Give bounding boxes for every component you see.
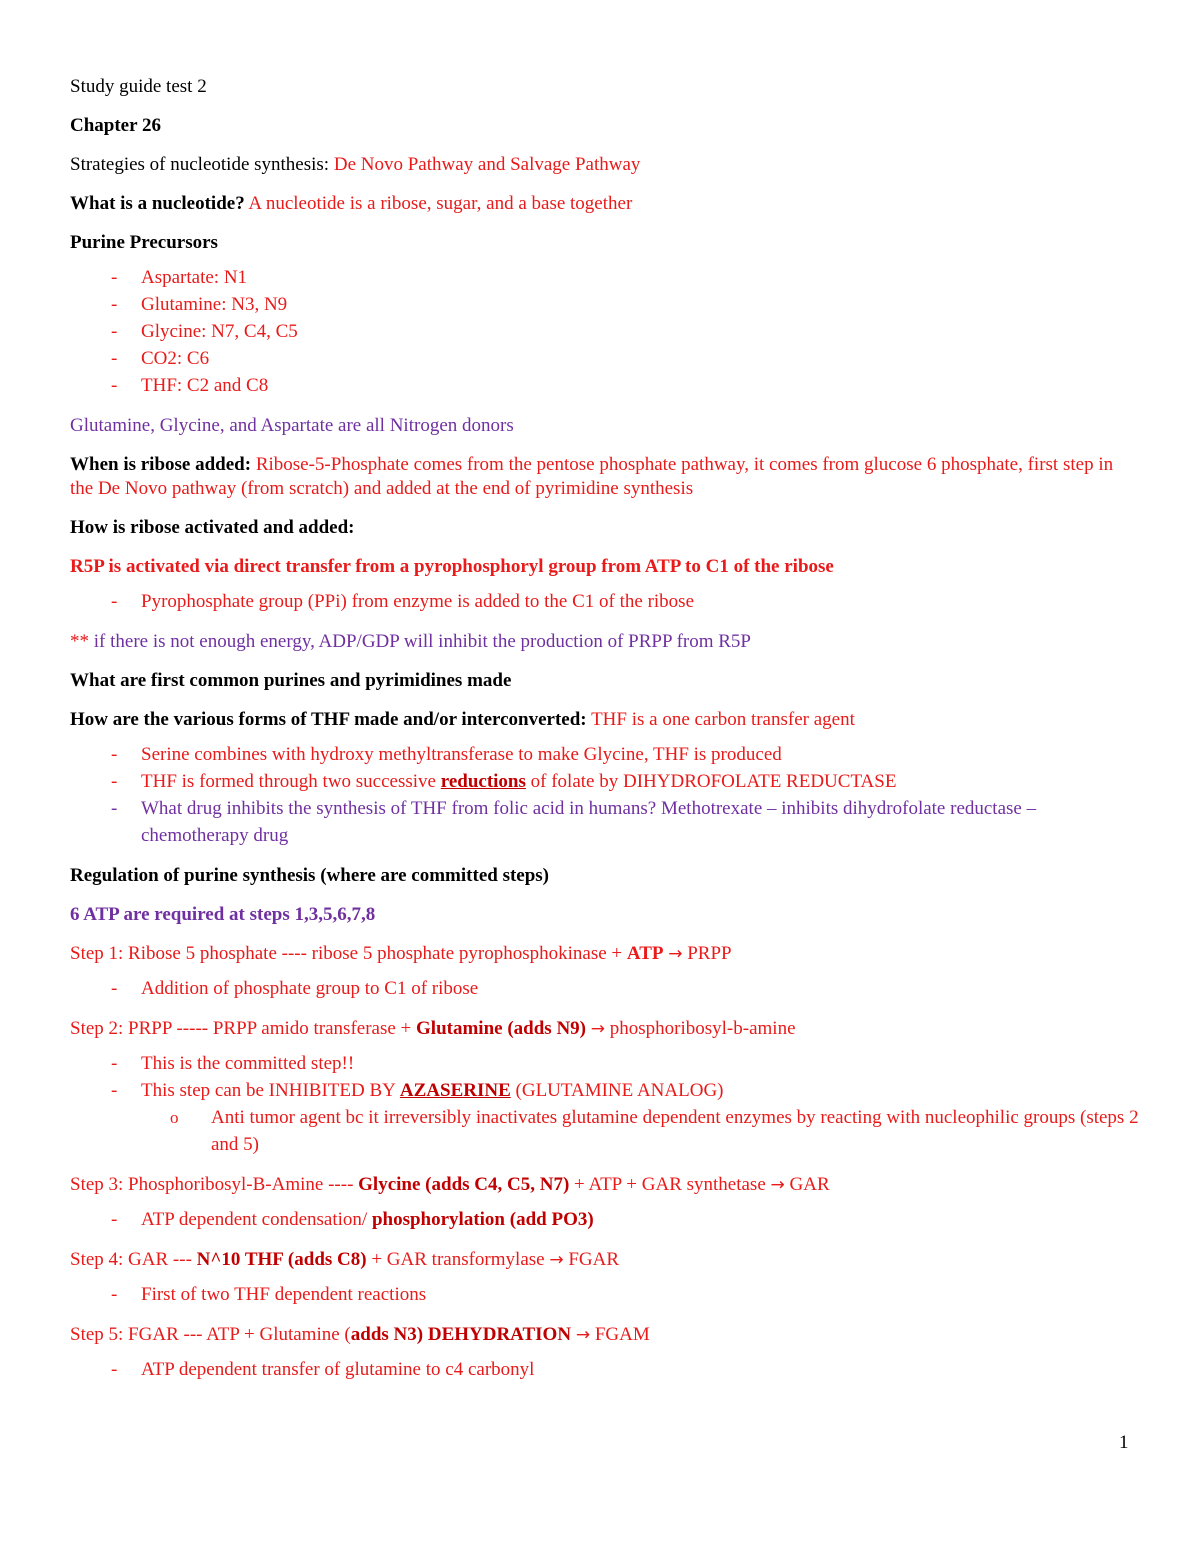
dash-bullet: - — [111, 591, 118, 612]
list-item-text: CO2: C6 — [141, 348, 210, 369]
step-1-product: PRPP — [687, 943, 732, 964]
list-item — [70, 372, 1140, 399]
list-item — [70, 291, 1140, 318]
right-arrow-icon: → — [668, 944, 683, 964]
circle-bullet-icon: o — [170, 1108, 179, 1127]
nucleotide-answer: A nucleotide is a ribose, sugar, and a base together — [248, 193, 633, 214]
dash-bullet: - — [111, 1053, 118, 1074]
list-item-text: THF: C2 and C8 — [141, 375, 269, 396]
list-item — [70, 741, 1140, 768]
thf-line — [70, 708, 1140, 732]
ribose-added-para — [70, 453, 1140, 501]
list-item — [70, 1206, 1140, 1233]
list-item-text: THF is formed through two successive — [141, 771, 436, 792]
ribose-activated-list — [70, 588, 1140, 615]
list-item — [70, 795, 1140, 849]
azaserine-emphasis: AZASERINE — [399, 1080, 511, 1101]
list-item-text: Pyrophosphate group (PPi) from enzyme is added to the C1 of the ribose — [141, 591, 695, 612]
dash-bullet: - — [111, 978, 118, 999]
page-number: 1 — [1119, 1432, 1129, 1453]
step-2-sublist — [141, 1104, 1140, 1158]
first-common-question: What are first common purines and pyrimidines made — [70, 670, 512, 691]
step-1-line — [70, 942, 1140, 966]
step-3-enzyme: + ATP + GAR synthetase — [574, 1174, 766, 1195]
step-1-list — [70, 975, 1140, 1002]
list-item — [70, 1077, 1140, 1158]
right-arrow-icon: → — [590, 1019, 605, 1039]
step-1-text: Step 1: Ribose 5 phosphate ---- ribose 5 phosphate pyrophosphokinase + — [70, 943, 623, 964]
strategies-line — [70, 153, 1140, 177]
step-5-list — [70, 1356, 1140, 1383]
chapter-heading: Chapter 26 — [70, 115, 161, 136]
list-item-text: (GLUTAMINE ANALOG) — [515, 1080, 724, 1101]
right-arrow-icon: → — [575, 1325, 591, 1345]
phosphorylation-emphasis: phosphorylation (add PO3) — [371, 1209, 594, 1230]
step-4-text: Step 4: GAR --- — [70, 1249, 192, 1270]
dash-bullet: - — [111, 267, 118, 288]
dash-bullet: - — [111, 294, 118, 315]
thf-list — [70, 741, 1140, 849]
nucleotide-question: What is a nucleotide? — [70, 193, 245, 214]
step-4-emphasis: N^10 THF (adds C8) — [196, 1249, 367, 1270]
step-4-product: FGAR — [568, 1249, 620, 1270]
regulation-question: Regulation of purine synthesis (where are committed steps) — [70, 865, 550, 886]
list-item — [70, 1050, 1140, 1077]
dash-bullet: - — [111, 1080, 118, 1101]
doc-title: Study guide test 2 — [70, 76, 207, 97]
list-item-text: ATP dependent condensation/ — [141, 1209, 368, 1230]
step-2-text: Step 2: PRPP ----- PRPP amido transferase + — [70, 1018, 412, 1039]
dash-bullet: - — [111, 771, 118, 792]
list-item — [70, 975, 1140, 1002]
thf-question: How are the various forms of THF made and/or interconverted: — [70, 709, 587, 730]
list-item-text: What drug inhibits the synthesis of THF from folic acid in humans? Methotrexate – inhibits dihydrofolate reductase – chemotherapy drug — [141, 798, 1037, 846]
thf-answer: THF is a one carbon transfer agent — [591, 709, 855, 730]
step-5-text: Step 5: FGAR --- ATP + Glutamine ( — [70, 1324, 351, 1345]
dash-bullet: - — [111, 321, 118, 342]
step-3-text: Step 3: Phosphoribosyl-B-Amine ---- — [70, 1174, 354, 1195]
list-item — [70, 318, 1140, 345]
purine-precursors-heading: Purine Precursors — [70, 232, 218, 253]
reductions-emphasis: reductions — [440, 771, 526, 792]
energy-note-text: if there is not enough energy, ADP/GDP will inhibit the production of PRPP from R5P — [93, 631, 751, 652]
step-4-list — [70, 1281, 1140, 1308]
list-item — [70, 768, 1140, 795]
dash-bullet: - — [111, 1359, 118, 1380]
dash-bullet: - — [111, 375, 118, 396]
step-3-product: GAR — [789, 1174, 830, 1195]
step-3-list — [70, 1206, 1140, 1233]
step-5-product: FGAM — [594, 1324, 650, 1345]
nucleotide-line — [70, 192, 1140, 216]
note-stars: ** — [70, 631, 89, 652]
step-4-line — [70, 1248, 1140, 1272]
list-item-text: This step can be INHIBITED BY — [141, 1080, 396, 1101]
right-arrow-icon: → — [770, 1175, 785, 1195]
nitrogen-donors-note: Glutamine, Glycine, and Aspartate are all Nitrogen donors — [70, 415, 514, 436]
sub-list-item — [70, 1104, 1140, 1158]
step-2-list — [70, 1050, 1140, 1158]
list-item-text: Addition of phosphate group to C1 of ribose — [141, 978, 479, 999]
strategies-label: Strategies of nucleotide synthesis: — [70, 154, 330, 175]
list-item — [70, 1356, 1140, 1383]
dash-bullet: - — [111, 744, 118, 765]
ribose-added-answer: Ribose-5-Phosphate comes from the pentose phosphate pathway, it comes from glucose 6 phosphate, first step in the De Novo pathway (from scratch) and added at the end of pyrimidine synthesis — [70, 454, 1114, 499]
list-item — [70, 345, 1140, 372]
ribose-activated-answer: R5P is activated via direct transfer from a pyrophosphoryl group from ATP to C1 of the ribose — [70, 556, 834, 577]
dash-bullet: - — [111, 1209, 118, 1230]
list-item-text: Glutamine: N3, N9 — [141, 294, 288, 315]
strategies-answer: De Novo Pathway and Salvage Pathway — [333, 154, 641, 175]
list-item — [70, 264, 1140, 291]
sub-list-item-text: Anti tumor agent bc it irreversibly inactivates glutamine dependent enzymes by reacting with nucleophilic groups (steps 2 and 5) — [211, 1107, 1139, 1155]
ribose-activated-question: How is ribose activated and added: — [70, 517, 355, 538]
document-page — [70, 70, 1140, 1383]
step-3-emphasis: Glycine (adds C4, C5, N7) — [358, 1174, 570, 1195]
list-item-text: ATP dependent transfer of glutamine to c4 carbonyl — [141, 1359, 535, 1380]
list-item-text: Glycine: N7, C4, C5 — [141, 321, 298, 342]
step-2-product: phosphoribosyl-b-amine — [609, 1018, 796, 1039]
step-1-emphasis: ATP — [626, 943, 664, 964]
dash-bullet: - — [111, 1284, 118, 1305]
step-4-enzyme: + GAR transformylase — [371, 1249, 545, 1270]
list-item-text: Aspartate: N1 — [141, 267, 248, 288]
list-item — [70, 1281, 1140, 1308]
dash-bullet: - — [111, 798, 118, 819]
list-item-text: First of two THF dependent reactions — [141, 1284, 427, 1305]
step-2-line — [70, 1017, 1140, 1041]
atp-required-note: 6 ATP are required at steps 1,3,5,6,7,8 — [70, 904, 376, 925]
step-3-line — [70, 1173, 1140, 1197]
list-item — [70, 588, 1140, 615]
ribose-added-question: When is ribose added: — [70, 454, 252, 475]
step-5-line — [70, 1323, 1140, 1347]
purine-precursors-list — [70, 264, 1140, 399]
list-item-text: Serine combines with hydroxy methyltransferase to make Glycine, THF is produced — [141, 744, 782, 765]
step-2-emphasis: Glutamine (adds N9) — [416, 1018, 586, 1039]
dash-bullet: - — [111, 348, 118, 369]
right-arrow-icon: → — [549, 1250, 564, 1270]
energy-note — [70, 630, 1140, 654]
list-item-text: This is the committed step!! — [141, 1053, 355, 1074]
list-item-text: of folate by DIHYDROFOLATE REDUCTASE — [530, 771, 897, 792]
step-5-emphasis: adds N3) DEHYDRATION — [350, 1324, 572, 1345]
